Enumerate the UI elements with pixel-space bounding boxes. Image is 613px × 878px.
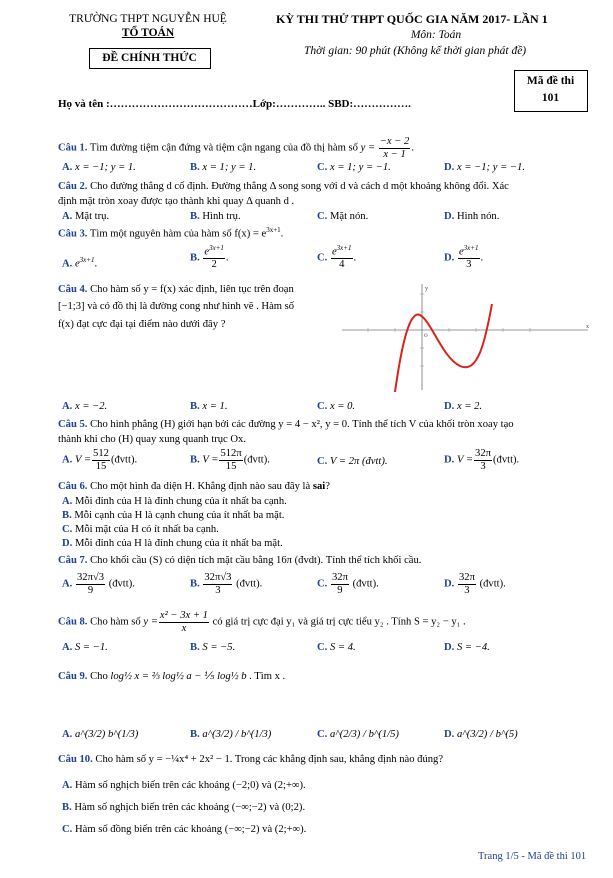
q5-option-b[interactable]: B. V = $\frac{512\pi}{15}$ (đvtt).	[190, 448, 270, 472]
q2-option-b[interactable]: B. Hình trụ.	[190, 211, 241, 222]
q8-option-b[interactable]: B. S = −5.	[190, 642, 236, 653]
q10-option-a[interactable]: A. Hàm số nghịch biến trên các khoảng (−2;0) và (2;+∞).	[62, 780, 306, 791]
q2-option-a[interactable]: A. Mặt trụ.	[62, 211, 110, 222]
q4-option-c[interactable]: C. x = 0.	[317, 401, 356, 412]
q10-option-b[interactable]: B. Hàm số nghịch biến trên các khoảng (−∞;−2) và (0;2).	[62, 802, 306, 813]
subject: Môn: Toán	[410, 29, 462, 41]
q2-stem-2: định mặt tròn xoay được tạo thành khi quay Δ quanh d .	[58, 196, 295, 207]
q7-option-b[interactable]: B. $\frac{32\pi√3}{3}$ (đvtt).	[190, 572, 263, 596]
q1-label: Câu 1.	[58, 142, 88, 154]
q9-option-a[interactable]: A. a^(3/2) b^(1/3)	[62, 729, 139, 740]
q4-option-a[interactable]: A. x = −2.	[62, 401, 108, 412]
q7-option-d[interactable]: D. $\frac{32\pi}{3}$ (đvtt).	[444, 572, 506, 596]
q1-text: Tìm đường tiệm cận đứng và tiệm cận ngang của đồ thị hàm số	[89, 142, 358, 154]
q6-option-a[interactable]: A. Mỗi đỉnh của H là đỉnh chung của ít nhất ba cạnh.	[62, 496, 287, 507]
q10-option-c[interactable]: C. Hàm số đồng biến trên các khoảng (−∞;−2) và (2;+∞).	[62, 824, 307, 835]
q1-stem: Câu 1. Tìm đường tiệm cận đứng và tiệm cận ngang của đồ thị hàm số y = $\frac{-x - 2}{x - 1}$ .	[58, 136, 415, 160]
q1-option-c[interactable]: C. x = 1; y = −1.	[317, 162, 391, 173]
q1-option-d[interactable]: D. x = −1; y = −1.	[444, 162, 525, 173]
q3-option-c[interactable]: C. $\frac{e^{3x+1}}{4}$ .	[317, 244, 357, 271]
exam-title: KỲ THI THỬ THPT QUỐC GIA NĂM 2017- LẦN 1	[276, 12, 548, 26]
function-curve	[395, 304, 492, 392]
q5-option-a[interactable]: A. V = $\frac{512}{15}$ (đvtt).	[62, 448, 138, 472]
q9-option-b[interactable]: B. a^(3/2) / b^(1/3)	[190, 729, 272, 740]
q5-stem: Câu 5. Cho hình phẳng (H) giới hạn bởi các đường y = 4 − x², y = 0. Tính thể tích V của khối tròn xoay tạo	[58, 419, 514, 430]
q8-option-c[interactable]: C. S = 4.	[317, 642, 356, 653]
department: TỔ TOÁN	[121, 27, 175, 39]
q1-fraction: $\frac{-x - 2}{x - 1}$	[379, 136, 410, 160]
q4-option-d[interactable]: D. x = 2.	[444, 401, 483, 412]
exam-time: Thời gian: 90 phút (Không kể thời gian phát đề)	[304, 45, 527, 57]
q3-option-b[interactable]: B. $\frac{e^{3x+1}}{2}$ .	[190, 244, 229, 271]
q7-stem: Câu 7. Cho khối cầu (S) có diện tích mặt cầu bằng 16π (đvdt). Tính thể tích khối cầu.	[58, 555, 422, 566]
q9-option-c[interactable]: C. a^(2/3) / b^(1/5)	[317, 729, 399, 740]
q4-stem: Câu 4. Cho hàm số y = f(x) xác định, liên tục trên đoạn	[58, 284, 294, 295]
q1-option-b[interactable]: B. x = 1; y = 1.	[190, 162, 257, 173]
q1-option-a[interactable]: A. x = −1; y = 1.	[62, 162, 136, 173]
q6-stem: Câu 6. Cho một hình đa diện H. Khẳng định nào sau đây là sai?	[58, 481, 330, 492]
student-info-line: Họ và tên :…………………………………Lớp:………….. SBD:…………….	[58, 98, 411, 110]
q3-stem: Câu 3. Tìm một nguyên hàm của hàm số $f(x) = e^{3x+1}$.	[58, 226, 284, 240]
q9-option-d[interactable]: D. a^(3/2) / b^(5)	[444, 729, 518, 740]
q7-option-c[interactable]: C. $\frac{32\pi}{9}$ (đvtt).	[317, 572, 379, 596]
q6-option-d[interactable]: D. Mỗi đỉnh của H là đỉnh chung của ít nhất ba mặt.	[62, 538, 283, 549]
official-label: ĐỀ CHÍNH THỨC	[102, 52, 197, 64]
q1-fn: y =	[360, 142, 376, 154]
school-name: TRƯỜNG THPT NGUYỄN HUỆ	[69, 13, 227, 25]
q2-option-c[interactable]: C. Mặt nón.	[317, 211, 369, 222]
origin-label: O	[424, 334, 428, 339]
q8-stem: Câu 8. Cho hàm số y = $\frac{\text{x² − 3x + 1}}{x}$ có giá trị cực đại y₁ và giá trị cực tiểu y₂ . Tính S = y₂ − y₁ .	[58, 610, 466, 634]
y-axis-label: y	[425, 286, 428, 292]
q9-stem: Câu 9. Cho log½ x = ⅔ log½ a − ⅕ log½ b . Tìm x .	[58, 671, 286, 682]
q4-stem-2: [−1;3] và có đồ thị là đường cong như hình vẽ . Hàm số	[58, 301, 295, 312]
q2-stem: Câu 2. Cho đường thẳng d cố định. Đường thẳng Δ song song với d và cách d một khoảng không đổi. Xác	[58, 181, 509, 192]
q2-option-d[interactable]: D. Hình nón.	[444, 211, 500, 222]
q7-option-a[interactable]: A. $\frac{32\pi√3}{9}$ (đvtt).	[62, 572, 135, 596]
q5-option-c[interactable]: C. V = 2π (đvtt).	[317, 456, 388, 467]
q3-option-a[interactable]: A. $e^{3x+1}$.	[62, 256, 98, 270]
q4-graph	[340, 282, 592, 392]
q4-stem-3: f(x) đạt cực đại tại điểm nào dưới đây ?	[58, 319, 226, 330]
q6-option-c[interactable]: C. Mỗi mặt của H có ít nhất ba cạnh.	[62, 524, 219, 535]
page-footer: Trang 1/5 - Mã đề thi 101	[478, 851, 587, 862]
q8-option-a[interactable]: A. S = −1.	[62, 642, 108, 653]
q4-option-b[interactable]: B. x = 1.	[190, 401, 228, 412]
exam-code-label: Mã đề thi	[526, 75, 575, 87]
q5-option-d[interactable]: D. V = $\frac{32\pi}{3}$ (đvtt).	[444, 448, 520, 472]
q6-option-b[interactable]: B. Mỗi cạnh của H là cạnh chung của ít nhất ba mặt.	[62, 510, 285, 521]
q5-stem-2: thành khi cho (H) quay xung quanh trục Ox.	[58, 434, 246, 445]
exam-code: 101	[541, 92, 560, 104]
q3-option-d[interactable]: D. $\frac{e^{3x+1}}{3}$ .	[444, 244, 484, 271]
q8-option-d[interactable]: D. S = −4.	[444, 642, 490, 653]
x-axis-label: x	[586, 324, 589, 330]
q10-stem: Câu 10. Cho hàm số y = −¼x⁴ + 2x² − 1. Trong các khẳng định sau, khẳng định nào đúng?	[58, 754, 444, 765]
